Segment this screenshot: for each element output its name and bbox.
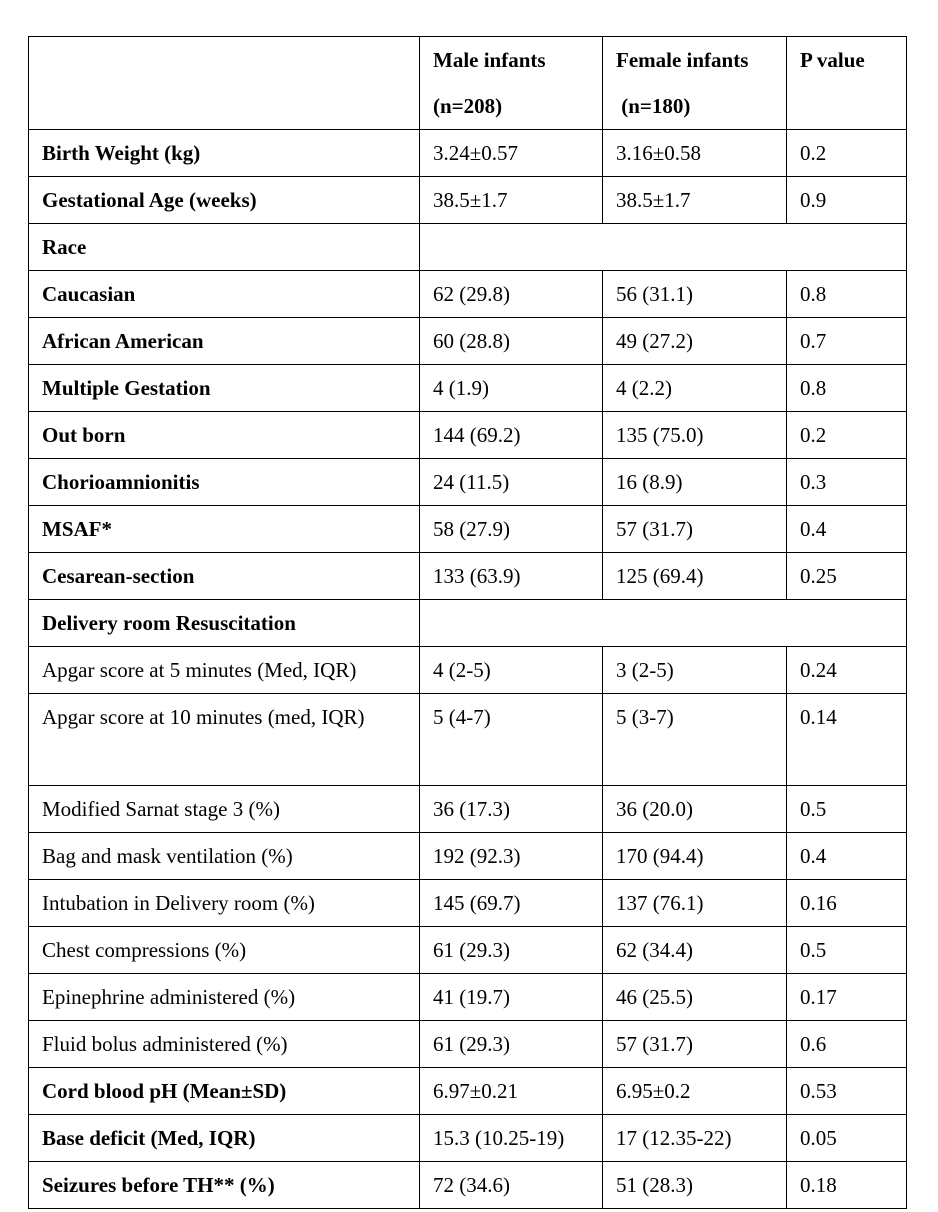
row-label: Gestational Age (weeks) — [29, 177, 420, 224]
table-row — [29, 271, 907, 318]
table-row — [29, 694, 907, 786]
cell-male: 4 (2-5) — [420, 647, 603, 694]
cell-male: 144 (69.2) — [420, 412, 603, 459]
cell-female: 3 (2-5) — [603, 647, 787, 694]
cell-p-value: 0.3 — [787, 459, 907, 506]
row-label: Base deficit (Med, IQR) — [29, 1115, 420, 1162]
cell-p-value: 0.16 — [787, 880, 907, 927]
cell-female: 17 (12.35-22) — [603, 1115, 787, 1162]
cell-p-value: 0.25 — [787, 553, 907, 600]
section-row — [29, 224, 907, 271]
row-label: Multiple Gestation — [29, 365, 420, 412]
cell-p-value: 0.5 — [787, 927, 907, 974]
cell-male: 72 (34.6) — [420, 1162, 603, 1209]
table-row — [29, 412, 907, 459]
cell-female: 62 (34.4) — [603, 927, 787, 974]
cell-p-value: 0.24 — [787, 647, 907, 694]
cell-female: 38.5±1.7 — [603, 177, 787, 224]
cell-female: 16 (8.9) — [603, 459, 787, 506]
comparison-table — [28, 36, 907, 1209]
row-label: Fluid bolus administered (%) — [29, 1021, 420, 1068]
cell-p-value: 0.17 — [787, 974, 907, 1021]
cell-female: 57 (31.7) — [603, 1021, 787, 1068]
table-row — [29, 1162, 907, 1209]
cell-p-value: 0.05 — [787, 1115, 907, 1162]
row-label: Seizures before TH** (%) — [29, 1162, 420, 1209]
cell-female: 6.95±0.2 — [603, 1068, 787, 1115]
row-label: Out born — [29, 412, 420, 459]
row-label: Cesarean-section — [29, 553, 420, 600]
cell-male: 192 (92.3) — [420, 833, 603, 880]
table-row — [29, 647, 907, 694]
cell-male: 145 (69.7) — [420, 880, 603, 927]
header-p-value: P value — [787, 37, 907, 130]
header-empty-cell — [29, 37, 420, 130]
cell-p-value: 0.6 — [787, 1021, 907, 1068]
row-label: Modified Sarnat stage 3 (%) — [29, 786, 420, 833]
header-male: Male infants (n=208) — [420, 37, 603, 130]
cell-male: 58 (27.9) — [420, 506, 603, 553]
cell-female: 57 (31.7) — [603, 506, 787, 553]
row-label: MSAF* — [29, 506, 420, 553]
cell-male: 61 (29.3) — [420, 927, 603, 974]
row-label: Delivery room Resuscitation — [29, 600, 420, 647]
cell-female: 46 (25.5) — [603, 974, 787, 1021]
table-row — [29, 833, 907, 880]
cell-p-value: 0.2 — [787, 412, 907, 459]
table-row — [29, 1068, 907, 1115]
table-row — [29, 927, 907, 974]
row-label: African American — [29, 318, 420, 365]
cell-female: 4 (2.2) — [603, 365, 787, 412]
cell-p-value: 0.18 — [787, 1162, 907, 1209]
cell-female: 137 (76.1) — [603, 880, 787, 927]
cell-female: 170 (94.4) — [603, 833, 787, 880]
cell-p-value: 0.8 — [787, 365, 907, 412]
row-label: Race — [29, 224, 420, 271]
table-row — [29, 130, 907, 177]
cell-male: 4 (1.9) — [420, 365, 603, 412]
cell-p-value: 0.4 — [787, 506, 907, 553]
cell-p-value: 0.5 — [787, 786, 907, 833]
table-row — [29, 318, 907, 365]
cell-female: 3.16±0.58 — [603, 130, 787, 177]
table-row — [29, 880, 907, 927]
cell-p-value: 0.14 — [787, 694, 907, 786]
table-row — [29, 506, 907, 553]
cell-male: 3.24±0.57 — [420, 130, 603, 177]
cell-p-value: 0.4 — [787, 833, 907, 880]
cell-male: 15.3 (10.25-19) — [420, 1115, 603, 1162]
cell-female: 36 (20.0) — [603, 786, 787, 833]
row-label: Intubation in Delivery room (%) — [29, 880, 420, 927]
table-row — [29, 177, 907, 224]
cell-p-value: 0.7 — [787, 318, 907, 365]
table-row — [29, 786, 907, 833]
cell-female: 51 (28.3) — [603, 1162, 787, 1209]
row-label: Birth Weight (kg) — [29, 130, 420, 177]
cell-male: 6.97±0.21 — [420, 1068, 603, 1115]
section-span-cell — [420, 600, 907, 647]
cell-male: 5 (4-7) — [420, 694, 603, 786]
header-row — [29, 37, 907, 130]
cell-male: 41 (19.7) — [420, 974, 603, 1021]
row-label: Epinephrine administered (%) — [29, 974, 420, 1021]
row-label: Apgar score at 10 minutes (med, IQR) — [29, 694, 420, 786]
table-row — [29, 365, 907, 412]
cell-p-value: 0.9 — [787, 177, 907, 224]
cell-male: 62 (29.8) — [420, 271, 603, 318]
row-label: Bag and mask ventilation (%) — [29, 833, 420, 880]
cell-male: 133 (63.9) — [420, 553, 603, 600]
table-row — [29, 974, 907, 1021]
row-label: Chest compressions (%) — [29, 927, 420, 974]
cell-male: 61 (29.3) — [420, 1021, 603, 1068]
cell-male: 60 (28.8) — [420, 318, 603, 365]
cell-female: 125 (69.4) — [603, 553, 787, 600]
cell-p-value: 0.2 — [787, 130, 907, 177]
section-span-cell — [420, 224, 907, 271]
table-row — [29, 1115, 907, 1162]
table-row — [29, 1021, 907, 1068]
row-label: Apgar score at 5 minutes (Med, IQR) — [29, 647, 420, 694]
table-body — [29, 130, 907, 1209]
cell-p-value: 0.8 — [787, 271, 907, 318]
cell-male: 38.5±1.7 — [420, 177, 603, 224]
table-row — [29, 553, 907, 600]
row-label: Caucasian — [29, 271, 420, 318]
table-row — [29, 459, 907, 506]
cell-female: 56 (31.1) — [603, 271, 787, 318]
cell-male: 24 (11.5) — [420, 459, 603, 506]
cell-female: 135 (75.0) — [603, 412, 787, 459]
cell-p-value: 0.53 — [787, 1068, 907, 1115]
row-label: Cord blood pH (Mean±SD) — [29, 1068, 420, 1115]
cell-female: 49 (27.2) — [603, 318, 787, 365]
cell-male: 36 (17.3) — [420, 786, 603, 833]
row-label: Chorioamnionitis — [29, 459, 420, 506]
section-row — [29, 600, 907, 647]
cell-female: 5 (3-7) — [603, 694, 787, 786]
header-female: Female infants (n=180) — [603, 37, 787, 130]
